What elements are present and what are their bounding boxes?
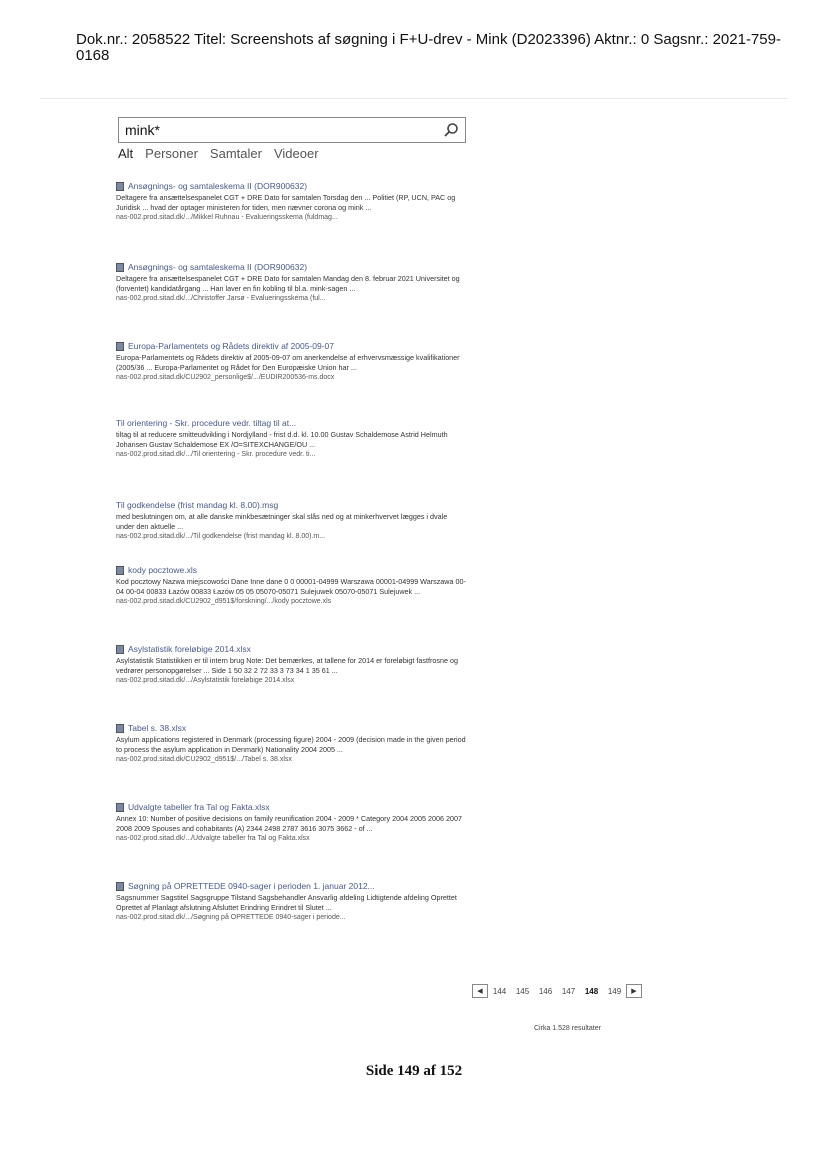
tab-alt[interactable]: Alt	[118, 146, 134, 161]
document-header: Dok.nr.: 2058522 Titel: Screenshots af søgning i F+U-drev - Mink (D2023396) Aktnr.: 0 Sagsnr.: 2021-759-0168	[76, 31, 781, 64]
result-title[interactable]: Ansøgnings- og samtaleskema II (DOR900632)	[128, 262, 308, 272]
result-snippet: med beslutningen om, at alle danske minkbesætninger skal slås ned og at minkerhvervet lægges i dvale under den aktuelle ...	[116, 512, 448, 531]
list-item	[116, 881, 466, 921]
result-url: nas-002.prod.sitad.dk/.../Til orientering - Skr. procedure vedr. ti...	[116, 451, 316, 458]
divider	[40, 98, 788, 99]
list-item	[116, 644, 466, 684]
result-title-link[interactable]	[116, 723, 466, 733]
result-title-link[interactable]	[116, 802, 466, 812]
page-link[interactable]: 146	[538, 986, 553, 996]
list-item	[116, 802, 466, 842]
list-item	[116, 565, 466, 605]
page-link-current[interactable]: 148	[584, 986, 599, 996]
prev-page-button[interactable]	[472, 984, 488, 998]
result-title[interactable]: Tabel s. 38.xlsx	[128, 723, 187, 733]
result-count: Cirka 1.528 resultater	[534, 1025, 601, 1032]
result-title[interactable]: Til godkendelse (frist mandag kl. 8.00).msg	[116, 500, 279, 510]
list-item	[116, 341, 466, 381]
file-icon	[116, 803, 124, 812]
result-title-link[interactable]	[116, 565, 466, 575]
search-icon[interactable]	[443, 122, 459, 138]
result-url: nas-002.prod.sitad.dk/CU2902_d951$/forskning/.../kody pocztowe.xls	[116, 598, 332, 605]
list-item	[116, 418, 466, 458]
page-number: Side 149 af 152	[365, 1063, 463, 1079]
page-link[interactable]: 145	[515, 986, 530, 996]
result-snippet: Asylstatistik Statistikken er til intern brug Note: Det bemærkes, at tallene for 2014 er foreløbigt fastfrosne og vedrører personopgørelser ... Side 1 50 32 2 72 33 3 73 34 1 35 61 ...	[116, 656, 458, 675]
result-title[interactable]: Udvalgte tabeller fra Tal og Fakta.xlsx	[128, 802, 270, 812]
result-snippet: tiltag til at reducere smitteudvikling i Nordjylland - frist d.d. kl. 10.00 Gustav Schaldemose Astrid Helmuth Johansen Gustav Schaldemose EX /O=SITEXCHANGE/OU ...	[116, 430, 448, 449]
list-item	[116, 181, 466, 221]
tab-videoer[interactable]: Videoer	[273, 146, 319, 161]
next-page-button[interactable]	[626, 984, 642, 998]
result-snippet: Deltagere fra ansættelsespanelet CGT + DRE Dato for samtalen Mandag den 8. februar 2021 Universitet og (forventet) kandidatårgang ... Han laver en fin kobling til bl.a. mink-sagen ...	[116, 274, 460, 293]
search-query: mink*	[125, 122, 161, 138]
result-url: nas-002.prod.sitad.dk/.../Asylstatistik foreløbige 2014.xlsx	[116, 677, 295, 684]
file-icon	[116, 263, 124, 272]
page-link[interactable]: 144	[492, 986, 507, 996]
file-icon	[116, 645, 124, 654]
result-url: nas-002.prod.sitad.dk/.../Til godkendelse (frist mandag kl. 8.00).m...	[116, 533, 326, 540]
search-tabs	[118, 146, 319, 161]
file-icon	[116, 724, 124, 733]
result-title-link[interactable]	[116, 418, 466, 428]
result-snippet: Annex 10: Number of positive decisions on family reunification 2004 - 2009 * Category 2004 2005 2006 2007 2008 2009 Spouses and cohabitants (A) 2344 2498 2787 3616 3075 3662 - of ...	[116, 814, 463, 833]
chevron-left-icon: ◀	[477, 988, 483, 995]
result-title[interactable]: kody pocztowe.xls	[128, 565, 197, 575]
list-item	[116, 262, 466, 302]
file-icon	[116, 182, 124, 191]
file-icon	[116, 566, 124, 575]
result-title-link[interactable]	[116, 881, 466, 891]
result-url: nas-002.prod.sitad.dk/.../Søgning på OPRETTEDE 0940-sager i periode...	[116, 914, 346, 921]
result-snippet: Kod pocztowy Nazwa miejscowości Dane Inne dane 0 0 00001-04999 Warszawa 00001-04999 Warszawa 00-04 00-04 00833 Łazów 00833 Łazów 05 05 05070-05071 Sulejuwek 05070-05071 Sulejuwek ...	[116, 577, 466, 596]
result-url: nas-002.prod.sitad.dk/CU2902_personlige$/.../EUDIR200536-ms.docx	[116, 374, 335, 381]
result-snippet: Sagsnummer Sagstitel Sagsgruppe Tilstand Sagsbehandler Ansvarlig afdeling Lidtigtende afdeling Oprettet Oprettet af Planlagt afslutning Afsluttet Erindring Erindret til Slutet ...	[116, 893, 457, 912]
result-title-link[interactable]	[116, 500, 466, 510]
page-link[interactable]: 149	[607, 986, 622, 996]
list-item	[116, 723, 466, 763]
result-url: nas-002.prod.sitad.dk/.../Udvalgte tabeller fra Tal og Fakta.xlsx	[116, 835, 310, 842]
result-snippet: Deltagere fra ansættelsespanelet CGT + DRE Dato for samtalen Torsdag den ... Politiet (RP, UCN, PAC og Juridisk ... hvad der optager ministeren for tiden, men nævner corona og mink ...	[116, 193, 456, 212]
result-title[interactable]: Asylstatistik foreløbige 2014.xlsx	[128, 644, 251, 654]
result-title[interactable]: Søgning på OPRETTEDE 0940-sager i perioden 1. januar 2012...	[128, 881, 375, 891]
result-snippet: Asylum applications registered in Denmark (processing figure) 2004 - 2009 (decision made in the given period to process the asylum application in Denmark) Nationality 2004 2005 ...	[116, 735, 466, 754]
result-title-link[interactable]	[116, 644, 466, 654]
tab-personer[interactable]: Personer	[145, 146, 198, 161]
page-link[interactable]: 147	[561, 986, 576, 996]
result-url: nas-002.prod.sitad.dk/CU2902_d951$/.../Tabel s. 38.xlsx	[116, 756, 292, 763]
result-snippet: Europa-Parlamentets og Rådets direktiv af 2005-09-07 om anerkendelse af erhvervsmæssige kvalifikationer (2005/36 ... Europa-Parlamentet og Rådet for Den Europæiske Union har ...	[116, 353, 460, 372]
result-title[interactable]: Ansøgnings- og samtaleskema II (DOR900632)	[128, 181, 308, 191]
file-icon	[116, 882, 124, 891]
result-title-link[interactable]	[116, 262, 466, 272]
list-item	[116, 500, 466, 540]
file-icon	[116, 342, 124, 351]
result-title-link[interactable]	[116, 181, 466, 191]
result-title[interactable]: Europa-Parlamentets og Rådets direktiv af 2005-09-07	[128, 341, 335, 351]
chevron-right-icon: ▶	[631, 988, 637, 995]
result-title-link[interactable]	[116, 341, 466, 351]
result-url: nas-002.prod.sitad.dk/.../Mikkel Ruhnau - Evalueringsskema (fuldmag...	[116, 214, 338, 221]
result-url: nas-002.prod.sitad.dk/.../Christoffer Jarsø - Evalueringsskema (ful...	[116, 295, 326, 302]
pagination	[472, 984, 642, 998]
result-title[interactable]: Til orientering - Skr. procedure vedr. tiltag til at...	[116, 418, 297, 428]
search-input[interactable]	[118, 117, 466, 143]
tab-samtaler[interactable]: Samtaler	[209, 146, 262, 161]
